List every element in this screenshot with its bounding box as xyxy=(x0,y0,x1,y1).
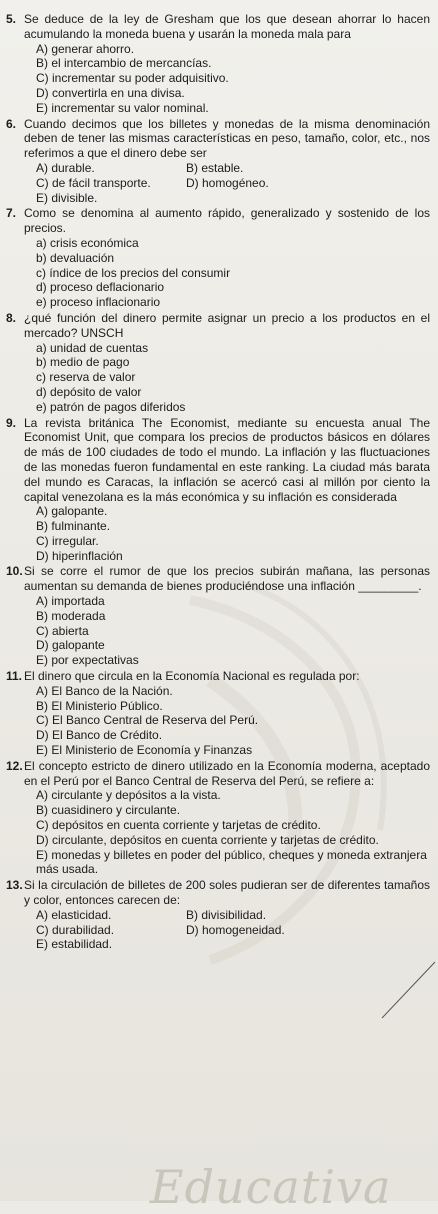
answer-option: E) estabilidad. xyxy=(36,937,113,952)
answer-option: b) devaluación xyxy=(36,250,115,265)
question-list xyxy=(6,12,430,953)
question-item xyxy=(6,311,430,415)
answer-option: C) abierta xyxy=(36,623,89,638)
answer-option: C) incrementar su poder adquisitivo. xyxy=(36,71,229,86)
answer-option: b) medio de pago xyxy=(36,355,130,370)
answer-option: D) hiperinflación xyxy=(36,548,123,563)
answer-option: B) fulminante. xyxy=(36,519,111,534)
question-text: Se deduce de la ley de Gresham que los que desean ahorrar lo hacen acumulando la moneda buena y usarán la moneda mala para xyxy=(24,12,430,41)
answer-option: B) el intercambio de mercancías. xyxy=(36,56,212,71)
question-item xyxy=(6,564,430,668)
answer-option: A) circulante y depósitos a la vista. xyxy=(36,788,221,803)
answer-option: A) importada xyxy=(36,594,105,609)
watermark-text: Educativa xyxy=(150,1160,392,1214)
question-number: 6. xyxy=(6,116,17,131)
question-number: 7. xyxy=(6,206,17,221)
question-item xyxy=(6,759,430,877)
options-list xyxy=(6,42,430,116)
question-item xyxy=(6,669,430,758)
options-list xyxy=(6,341,430,415)
question-number: 9. xyxy=(6,415,17,430)
answer-option: E) El Ministerio de Economía y Finanzas xyxy=(36,743,253,758)
question-header xyxy=(6,117,430,161)
question-number: 10. xyxy=(6,564,23,579)
question-item xyxy=(6,878,430,952)
answer-option: B) estable. xyxy=(186,160,244,175)
answer-option: A) generar ahorro. xyxy=(36,41,135,56)
question-header xyxy=(6,416,430,505)
options-list xyxy=(6,684,430,758)
question-text: Si se corre el rumor de que los precios subirán mañana, las personas aumentan su demanda de bienes produciéndose una inflación _________. xyxy=(24,564,430,594)
question-item xyxy=(6,12,430,116)
option-row xyxy=(6,908,430,923)
answer-option: C) depósitos en cuenta corriente y tarjetas de crédito. xyxy=(36,818,321,833)
question-header xyxy=(6,206,430,236)
answer-option: D) El Banco de Crédito. xyxy=(36,728,163,743)
answer-option: D) homogeneidad. xyxy=(186,922,285,937)
question-header xyxy=(6,564,430,594)
question-item xyxy=(6,117,430,206)
answer-option: E) por expectativas xyxy=(36,653,139,668)
question-header xyxy=(6,759,430,789)
answer-option: A) durable. xyxy=(36,160,95,175)
question-text: El concepto estricto de dinero utilizado en la Economía moderna, aceptado en el Perú por el Banco Central de Reserva del Perú, se refiere a: xyxy=(24,758,430,788)
option-row xyxy=(6,161,430,176)
answer-option: D) circulante, depósitos en cuenta corriente y tarjetas de crédito. xyxy=(36,832,379,847)
question-header xyxy=(6,878,430,908)
answer-option: E) divisible. xyxy=(36,190,98,205)
question-text: La revista británica The Economist, mediante su encuesta anual The Economist Unit, que compara los precios de productos básicos en dólares de más de 100 ciudades de todo el mundo. La inflación y las fluctuaciones de las monedas fueron fundamental en este ranking. La ciudad más barata del mundo es Caracas, la inflación se acercó casi al millón por ciento la capital venezolana es la más económica y su inflación es considerada xyxy=(24,415,430,504)
option-row xyxy=(6,176,430,191)
options-list xyxy=(6,504,430,563)
answer-option: C) durabilidad. xyxy=(36,922,115,937)
answer-option: B) El Ministerio Público. xyxy=(36,698,163,713)
options-list xyxy=(6,236,430,310)
question-number: 13. xyxy=(6,878,23,893)
question-number: 12. xyxy=(6,758,23,773)
answer-option: B) cuasidinero y circulante. xyxy=(36,803,181,818)
answer-option: D) homogéneo. xyxy=(186,175,269,190)
question-text: Si la circulación de billetes de 200 soles pudieran ser de diferentes tamaños y color, entonces carecen de: xyxy=(24,878,430,908)
answer-option: E) incrementar su valor nominal. xyxy=(36,100,209,115)
question-item xyxy=(6,416,430,564)
question-number: 8. xyxy=(6,310,17,325)
answer-option: E) monedas y billetes en poder del público, cheques y moneda extranjera más usada. xyxy=(36,847,427,877)
options-list xyxy=(6,788,430,877)
question-text: Como se denomina al aumento rápido, generalizado y sostenido de los precios. xyxy=(24,206,430,236)
option-row xyxy=(6,923,430,938)
question-number: 11. xyxy=(6,669,23,684)
question-header xyxy=(6,311,430,341)
answer-option: e) proceso inflacionario xyxy=(36,295,161,310)
options-list xyxy=(6,937,430,952)
answer-option: C) irregular. xyxy=(36,533,99,548)
answer-option: A) galopante. xyxy=(36,504,108,519)
question-item xyxy=(6,206,430,310)
margin-pen-stroke xyxy=(380,960,438,1020)
answer-option: a) unidad de cuentas xyxy=(36,340,149,355)
answer-option: D) galopante xyxy=(36,638,105,653)
answer-option: c) índice de los precios del consumir xyxy=(36,265,231,280)
question-header xyxy=(6,669,430,684)
answer-option: A) El Banco de la Nación. xyxy=(36,683,173,698)
answer-option: A) elasticidad. xyxy=(36,907,112,922)
question-header xyxy=(6,12,430,42)
question-text: Cuando decimos que los billetes y monedas de la misma denominación deben de tener las mismas características en peso, tamaño, color, etc., nos referimos a que el dinero debe ser xyxy=(24,116,430,161)
options-list xyxy=(6,191,430,206)
answer-option: C) El Banco Central de Reserva del Perú. xyxy=(36,713,259,728)
question-number: 5. xyxy=(6,12,17,26)
answer-option: B) moderada xyxy=(36,608,106,623)
answer-option: D) convertirla en una divisa. xyxy=(36,85,185,100)
answer-option: e) patrón de pagos diferidos xyxy=(36,399,186,414)
answer-option: B) divisibilidad. xyxy=(186,907,267,922)
answer-option: d) proceso deflacionario xyxy=(36,280,165,295)
answer-option: d) depósito de valor xyxy=(36,384,142,399)
answer-option: c) reserva de valor xyxy=(36,370,136,385)
answer-option: C) de fácil transporte. xyxy=(36,175,151,190)
answer-option: a) crisis económica xyxy=(36,235,139,250)
question-text: El dinero que circula en la Economía Nacional es regulada por: xyxy=(24,669,360,684)
question-text: ¿qué función del dinero permite asignar un precio a los productos en el mercado? UNSCH xyxy=(24,310,430,340)
options-list xyxy=(6,594,430,668)
